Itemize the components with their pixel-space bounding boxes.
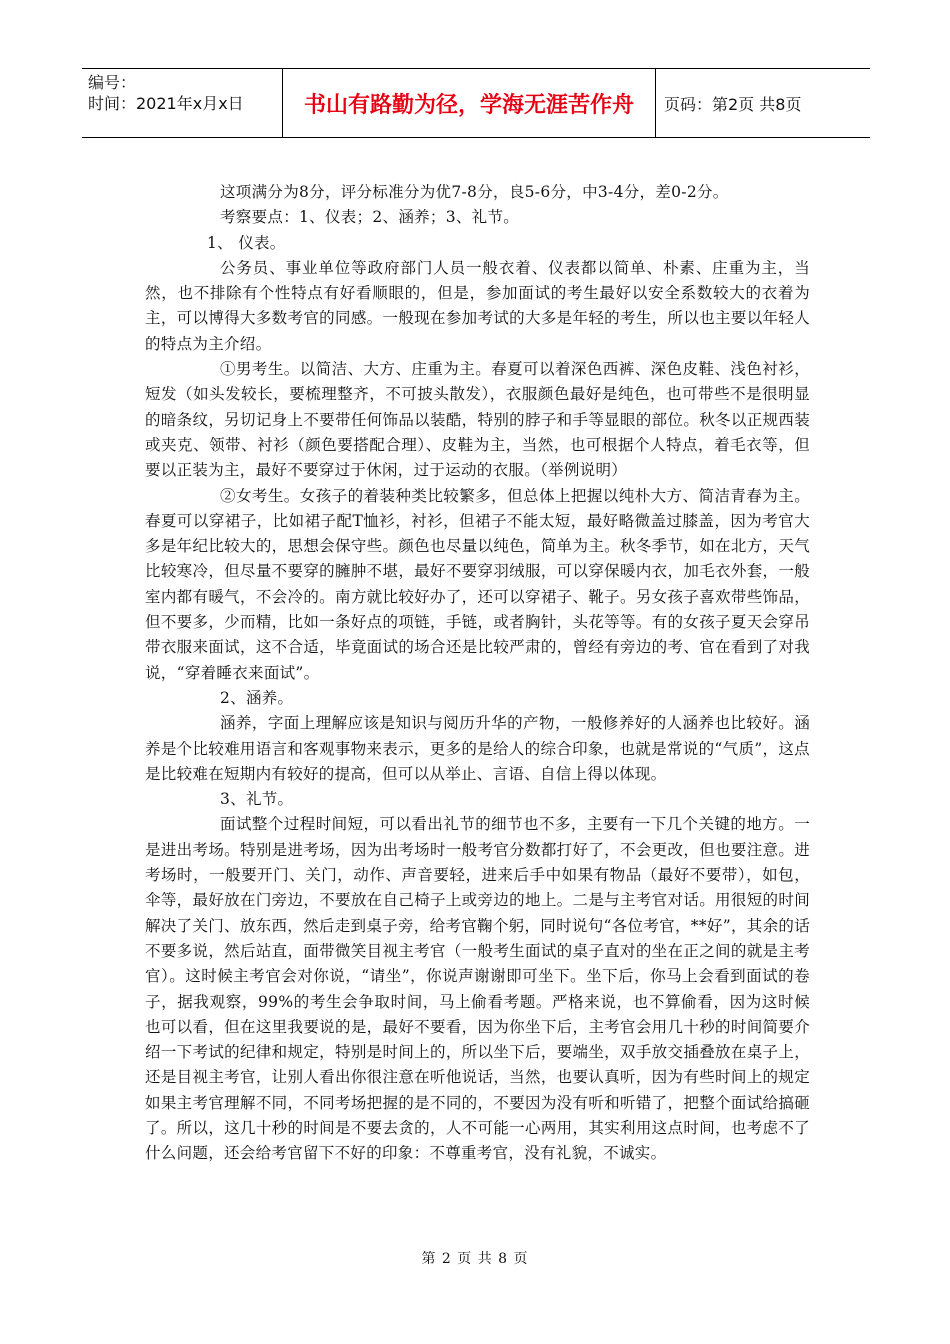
female-candidates-paragraph: ②女考生。女孩子的着装种类比较繁多，但总体上把握以纯朴大方、简洁青春为主。春夏可以穿裙子，比如裙子配T恤衫，衬衫，但裙子不能太短，最好略微盖过膝盖，因为考官大多是年纪比较大的，思想会保守些。颜色也尽量以纯色，简单为主。秋冬季节，如在北方，天气比较寒冷，但尽量不要穿的臃肿不堪，最好不要穿羽绒服，可以穿保暖内衣，加毛衣外套，一般室内都有暖气，不会冷的。南方就比较好办了，还可以穿裙子、靴子。另女孩子喜欢带些饰品，但不要多，少而精，比如一条好点的项链，手链，或者胸针，头花等等。有的女孩子夏天会穿吊带衣服来面试，这不合适，毕竟面试的场合还是比较严肃的，曾经有旁边的考、官在看到了对我说，“穿着睡衣来面试”。 [145, 486, 810, 682]
cultivation-paragraph: 涵养，字面上理解应该是知识与阅历升华的产物，一般修养好的人涵养也比较好。涵养是个比较难用语言和客观事物来表示，更多的是给人的综合印象，也就是常说的“气质”，这点是比较难在短期内有较好的提高，但可以从举止、言语、自信上得以体现。 [145, 714, 810, 783]
serial-label: 编号： [88, 73, 137, 92]
appearance-paragraph: 公务员、事业单位等政府部门人员一般衣着、仪表都以简单、朴素、庄重为主，当然，也不排除有个性特点有好看顺眼的，但是，参加面试的考生最好以安全系数较大的衣着为主，可以博得大多数考官的同感。一般现在参加考试的大多是年轻的考生，所以也主要以年轻人的特点为主介绍。 [145, 258, 810, 353]
document-body [145, 180, 810, 1167]
page-footer: 第 2 页 共 8 页 [421, 1251, 529, 1267]
time-label: 时间：2021年x月x日 [88, 94, 244, 113]
page-header [82, 68, 870, 138]
section-heading-appearance: 1、 仪表。 [207, 233, 286, 252]
header-page-info: 页码：第2页 共8页 [664, 94, 802, 114]
section-heading-cultivation: 2、涵养。 [220, 688, 294, 707]
header-meta [82, 69, 282, 137]
male-candidates-paragraph: ①男考生。以简洁、大方、庄重为主。春夏可以着深色西裤、深色皮鞋、浅色衬衫，短发（如头发较长，要梳理整齐，不可披头散发），衣服颜色最好是纯色，也可带些不是很明显的暗条纹，另切记身上不要带任何饰品以装酷，特别的脖子和手等显眼的部位。秋冬以正规西装或夹克、领带、衬衫（颜色要搭配合理）、皮鞋为主，当然，也可根据个人特点，着毛衣等，但要以正装为主，最好不要穿过于休闲，过于运动的衣服。（举例说明） [145, 360, 810, 480]
scoring-paragraph: 这项满分为8分，评分标准分为优7-8分，良5-6分，中3-4分，差0-2分。 [220, 183, 729, 201]
etiquette-paragraph: 面试整个过程时间短，可以看出礼节的细节也不多，主要有一下几个关键的地方。一是进出考场。特别是进考场，因为出考场时一般考官分数都打好了，不会更改，但也要注意。进考场时，一般要开门、关门，动作、声音要轻，进来后手中如果有物品（最好不要带），如包，伞等，最好放在门旁边，不要放在自己椅子上或旁边的地上。二是与主考官对话。用很短的时间解决了关门、放东西，然后走到桌子旁，给考官鞠个躬，同时说句“各位考官，**好”，其余的话不要多说，然后站直，面带微笑目视主考官（一般考生面试的桌子直对的坐在正之间的就是主考官）。这时候主考官会对你说，“请坐”，你说声谢谢即可坐下。坐下后，你马上会看到面试的卷子，据我观察，99%的考生会争取时间，马上偷看考题。严格来说，也不算偷看，因为这时候也可以看，但在这里我要说的是，最好不要看，因为你坐下后，主考官会用几十秒的时间简要介绍一下考试的纪律和规定，特别是时间上的，所以坐下后，要端坐，双手放交插叠放在桌子上，还是目视主考官，让别人看出你很注意在听他说话，当然，也要认真听，因为有些时间上的规定如果主考官理解不同，不同考场把握的是不同的，不要因为没有听和听错了，把整个面试给搞砸了。所以，这几十秒的时间是不要去贪的，人不可能一心两用，其实利用这点时间，也考虑不了什么问题，还会给考官留下不好的印象：不尊重考官，没有礼貌，不诚实。 [145, 815, 810, 1163]
section-heading-etiquette: 3、礼节。 [220, 790, 294, 809]
header-motto: 书山有路勤为径，学海无涯苦作舟 [282, 69, 656, 137]
key-points-paragraph: 考察要点：1、仪表；2、涵养；3、礼节。 [220, 208, 520, 227]
